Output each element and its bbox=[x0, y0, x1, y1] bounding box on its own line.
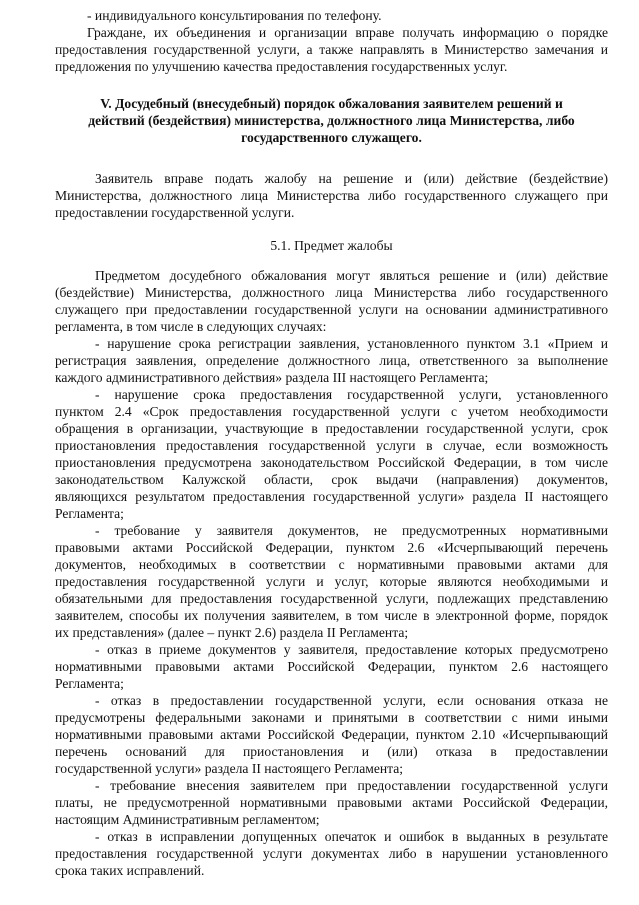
body-line: Регламента; bbox=[55, 676, 124, 691]
body-line: - нарушение срока предоставления государственной услуги, установленного bbox=[95, 387, 608, 402]
body-line: - отказ в предоставлении государственной услуги, если основания отказа не bbox=[95, 693, 608, 708]
intro-line: Граждане, их объединения и организации вправе получать информацию о порядке bbox=[87, 25, 608, 40]
rights-line: Министерства, должностного лица Министерства либо государственного служащего при bbox=[55, 188, 608, 203]
body-line: правовыми актами Российской Федерации, пунктом 2.6 «Исчерпывающий перечень bbox=[55, 540, 608, 555]
body-line: - нарушение срока регистрации заявления, установленного пунктом 3.1 «Прием и bbox=[95, 336, 608, 351]
body-line: перечень оснований для приостановления и (или) отказа в предоставлении bbox=[55, 744, 608, 759]
body-line: (бездействие) Министерства, должностного лица Министерства либо государственного bbox=[55, 285, 608, 300]
body-line: - отказ в приеме документов у заявителя, предоставление которых предусмотрено bbox=[95, 642, 608, 657]
body-line: предоставления государственной услуги и услуг, которые являются необходимыми и bbox=[55, 574, 608, 589]
body-line: приостановления предоставления государственной услуги в случае, если возможность bbox=[55, 438, 608, 453]
intro-line: предложения по улучшению качества предоставления государственных услуг. bbox=[55, 59, 508, 74]
body-line: регламента, в том числе в следующих случаях: bbox=[55, 319, 327, 334]
body-line: - требование у заявителя документов, не предусмотренных нормативными bbox=[95, 523, 608, 538]
body-line: каждого административного действия» раздела III настоящего Регламента; bbox=[55, 370, 489, 385]
body-line: их представления» (далее – пункт 2.6) раздела II Регламента; bbox=[55, 625, 409, 640]
section-title-line: государственного служащего. bbox=[241, 130, 422, 145]
intro-line: - индивидуального консультирования по телефону. bbox=[87, 8, 382, 23]
body-line: являющихся результатом предоставления государственной услуги» раздела II настоящего bbox=[55, 489, 608, 504]
body-line: Предметом досудебного обжалования могут являться решение и (или) действие bbox=[95, 268, 608, 283]
rights-line: предоставлении государственной услуги. bbox=[55, 205, 295, 220]
section-title-line: V. Досудебный (внесудебный) порядок обжалования заявителем решений и bbox=[100, 96, 563, 111]
body-line: государственной услуги» раздела II настоящего Регламента; bbox=[55, 761, 404, 776]
body-line: приостановления предусмотрена законодательством Российской Федерации, в том числе bbox=[55, 455, 608, 470]
body-line: - требование внесения заявителем при предоставлении государственной услуги bbox=[95, 778, 608, 793]
body-line: срока таких исправлений. bbox=[55, 863, 205, 878]
body-line: пунктом 2.4 «Срок предоставления государственной услуги с учетом необходимости bbox=[55, 404, 608, 419]
section-title-line: действий (бездействия) министерства, должностного лица Министерства, либо bbox=[88, 113, 575, 128]
body-line: нормативными правовыми актами Российской Федерации, пунктом 2.10 «Исчерпывающий bbox=[55, 727, 608, 742]
body-line: законодательством Калужской области, срок выдачи (направления) документов, bbox=[55, 472, 608, 487]
body-line: предоставления государственной услуги документах либо в нарушении установленного bbox=[55, 846, 608, 861]
body-line: настоящим Административным регламентом; bbox=[55, 812, 320, 827]
body-line: документов, необходимых в соответствии с нормативными правовыми актами для bbox=[55, 557, 608, 572]
body-line: предусмотрены федеральными законами и принятыми в соответствии с ними иными bbox=[55, 710, 608, 725]
subsection-title: 5.1. Предмет жалобы bbox=[270, 238, 393, 253]
body-line: Регламента; bbox=[55, 506, 124, 521]
body-line: платы, не предусмотренной нормативными правовыми актами Российской Федерации, bbox=[55, 795, 608, 810]
intro-line: предоставления государственной услуги, а также направлять в Министерство замечания и bbox=[55, 42, 608, 57]
rights-line: Заявитель вправе подать жалобу на решение и (или) действие (бездействие) bbox=[95, 171, 608, 186]
body-line: служащего при предоставлении государственной услуги на основании административного bbox=[55, 302, 608, 317]
body-line: - отказ в исправлении допущенных опечаток и ошибок в выданных в результате bbox=[95, 829, 608, 844]
body-line: обязательными для предоставления государственной услуги, подлежащих представлению bbox=[55, 591, 608, 606]
body-line: нормативными правовыми актами Российской Федерации, пунктом 2.6 настоящего bbox=[55, 659, 608, 674]
body-line: заявителем, способы их получения заявителем, в том числе в электронной форме, порядок bbox=[55, 608, 608, 623]
body-line: регистрация заявления, определение должностного лица, ответственного за выполнение bbox=[55, 353, 608, 368]
body-line: обращения в организации, участвующие в предоставлении государственной услуги, срок bbox=[55, 421, 608, 436]
